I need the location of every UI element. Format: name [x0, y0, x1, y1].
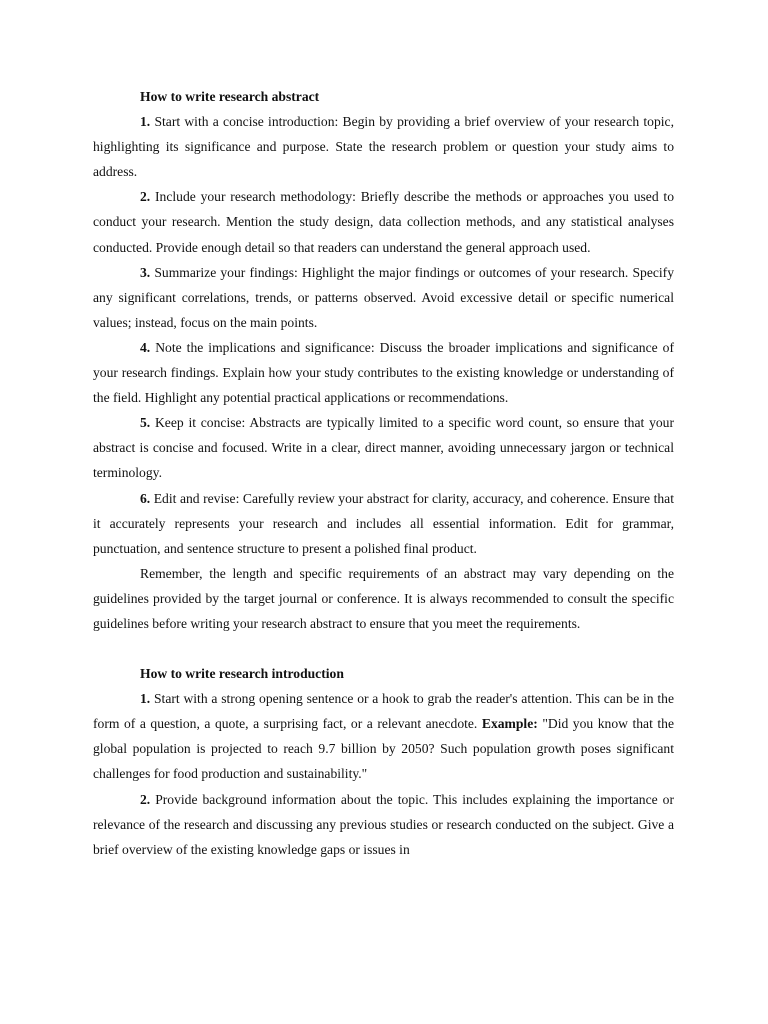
item-number: 1.	[140, 691, 151, 707]
item-text: Note the implications and significance: Discuss the broader implications and significance of your research findings. Explain how your study contributes to the existing knowledge or understanding of the field. Highlight any potential practical applications or recommendations.	[93, 339, 674, 406]
example-label: Example:	[481, 716, 538, 732]
item-number: 2.	[140, 791, 151, 807]
item-number: 4.	[140, 339, 151, 355]
item-text: Start with a concise introduction: Begin by providing a brief overview of your research topic, highlighting its significance and purpose. State the research problem or question your study aims to address.	[93, 114, 674, 180]
item-number: 2.	[140, 189, 151, 205]
introduction-item-2	[93, 787, 674, 862]
example-text: "Did you know that the global population is projected to reach 9.7 billion by 2050? Such population growth poses significant challenges for food production and sustainability."	[93, 716, 675, 782]
item-text: Keep it concise: Abstracts are typically limited to a specific word count, so ensure that your abstract is concise and focused. Write in a clear, direct manner, avoiding unnecessary jargon or technical terminology.	[93, 415, 674, 481]
introduction-item-1	[93, 686, 674, 786]
abstract-closing-paragraph: Remember, the length and specific requirements of an abstract may vary depending on the guidelines provided by the target journal or conference. It is always recommended to consult the specific guidelines before writing your research abstract to ensure that you meet the requirements.	[93, 565, 674, 631]
abstract-item-2	[93, 184, 674, 259]
item-text: Start with a strong opening sentence or a hook to grab the reader's attention. This can be in the form of a question, a quote, a surprising fact, or a relevant anecdote.	[93, 691, 674, 732]
item-text: Edit and revise: Carefully review your abstract for clarity, accuracy, and coherence. Ensure that it accurately represents your research and includes all essential information. Edit for grammar, punctuation, and sentence structure to present a polished final product.	[93, 490, 674, 556]
item-number: 3.	[140, 264, 151, 280]
abstract-item-3	[93, 260, 674, 335]
item-number: 5.	[140, 415, 151, 431]
item-text: Provide background information about the topic. This includes explaining the importance or relevance of the research and discussing any previous studies or research conducted on the subject. Give a brief overview of the existing knowledge gaps or issues in	[93, 791, 674, 857]
section-heading-introduction: How to write research introduction	[140, 666, 344, 682]
abstract-item-6	[93, 486, 674, 561]
document-page	[93, 84, 674, 862]
abstract-item-4	[93, 335, 674, 410]
item-text: Summarize your findings: Highlight the major findings or outcomes of your research. Specify any significant correlations, trends, or patterns observed. Avoid excessive detail or specific numerical values; instead, focus on the main points.	[93, 264, 674, 330]
section-heading-abstract: How to write research abstract	[140, 89, 320, 104]
section-gap	[93, 636, 674, 661]
item-number: 6.	[140, 490, 151, 506]
item-text: Include your research methodology: Briefly describe the methods or approaches you used to conduct your research. Mention the study design, data collection methods, and any statistical analyses conducted. Provide enough detail so that readers can understand the general approach used.	[93, 189, 674, 255]
abstract-item-5	[93, 410, 674, 485]
abstract-item-1	[93, 109, 674, 184]
item-number: 1.	[140, 114, 151, 130]
